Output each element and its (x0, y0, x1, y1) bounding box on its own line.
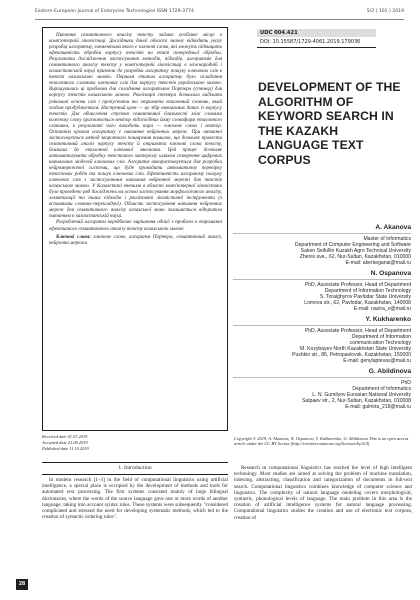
author-name: G. Abildinova (368, 368, 411, 376)
issue-number: 5/2 ( 101 ) 2019 (366, 9, 404, 14)
keywords-list: ключове слово, алгоритм Портера, семантичний аналіз, нейронна мережа (49, 233, 223, 246)
author-department: Department of Computer Engineering and Software (294, 241, 411, 248)
author-institution: M. Kozybayev North Kazakhstan State University (300, 346, 411, 352)
journal-name: Eastern-European Journal of Enterprise Technologies ISSN 1729-3774 (35, 9, 194, 14)
author-block (233, 316, 411, 364)
header-divider (35, 19, 404, 20)
author-divider (233, 233, 411, 234)
abstract-paragraph-2: Розроблений алгоритм передбачає вирішення однієї з проблем в отриманні ефективного семантичного аналізу тексту казахською мовою (49, 219, 222, 232)
article-dates (42, 434, 132, 452)
keywords-label: Ключові слова: (56, 233, 91, 240)
author-department: Department of Informatics (352, 385, 411, 392)
author-address: Zhenis ave., 62, Nur-Sultan, Kazakhstan, 010000 (299, 253, 411, 260)
author-address: Pushkin str., 86, Petropavlovsk, Kazakhstan, 150000 (292, 352, 411, 359)
doi-link[interactable]: DOI: 10.15587/1729-4061.2019.179036 (260, 39, 361, 45)
author-block (233, 270, 411, 312)
published-date: Published date 11.10.2019 (42, 446, 89, 451)
author-list (233, 224, 411, 414)
author-address: Satpaev str., 2, Nur-Sultan, Kazakhstan, 010008 (301, 398, 411, 405)
author-name: Y. Kukharenko (365, 316, 411, 324)
author-email[interactable]: E-mail: nazira_n@mail.ru (353, 306, 411, 313)
running-head (0, 9, 420, 19)
author-degree: PhD (401, 379, 411, 386)
author-divider (233, 279, 411, 280)
author-address: Lomova str., 62, Pavlodar, Kazakhstan, 140008 (304, 299, 411, 306)
author-degree: PhD, Associate Professor, Head of Department (304, 281, 411, 288)
author-institution: Saken Seifullin Kazakh Agro Technical University (300, 247, 411, 254)
author-divider (233, 377, 411, 378)
keywords (49, 234, 222, 246)
udc-code: UDC 004.421 (257, 29, 376, 37)
author-email[interactable]: E-mail: genylaptevas@mail.ru (343, 358, 411, 365)
author-department: Department of Information Technology (324, 287, 411, 294)
body-text-right: Research in computational linguistics has reached the level of high intelligent technology. Most studies are aimed at solving the problem of machine translation, indexing, abstracting, classification and categorization of documents in full-text search. Computational linguistics combines knowledge of computer science and linguistics. The complexity of natural language modeling covers morphological, syntactic, phonological levels of language. The main problem in this area is the creation of artificial intelligence systems for natural language processing. Computational linguistics studies the creation and use of electronic text corpora, creation of (234, 465, 412, 521)
author-email[interactable]: E-mail: gulmira_218@mail.ru (345, 404, 411, 411)
abstract (49, 32, 222, 232)
author-name: A. Akanova (375, 224, 411, 231)
section-divider-bottom (42, 474, 228, 475)
author-institution: L. N. Gumilyov Eurasian National University (312, 392, 411, 399)
author-email[interactable]: E-mail: akerkeganai@mail.ru (345, 259, 411, 266)
author-degree: Master of Informatics (363, 235, 411, 242)
article-title: DEVELOPMENT OF THE ALGORITHM OF KEYWORD SEARCH IN THE KAZAKH LANGUAGE TEXT CORPUS (258, 80, 401, 167)
abstract-paragraph: Питання семантичного аналізу тексту займає особливе місце в комп'ютерній лінгвістиці. Дослідники даної області значну відводять увагу розробці алгоритму, елементами якого є ключові слова, які можуть підвищити ефективність обробки корпусу текстів на етапі попередньої обробки. Результати дослідження застосування методів, підходів, алгоритмів для семантичного аналізу тексту у комп'ютерній лінгвістиці в міжнародній і казахстанській науці призвели до розробки алгоритму пошуку ключових слів в тексті казахською мовою. Першим етапом алгоритму було складання еталонного словника ключових слів для корпусу текстів українською мовою. Вирішувались ці проблеми для складання алгоритмом Портера (стемер) для корпусу текстів казахською мовою. Реалізація стемера дозволила виділити унікальні основи слів і пропустити та отримати еталонний словник, який згодом продублюється. Наступний крок — це збір навчальних даних із корпусу текстів. Для обчислення ступеня семантичної близькості між словами кожному слову присвоюється вектор підстоїдних йому словоформ еталонного словника, в результаті чого виходить пара — ключове слово і вектор. Останнім кроком алгоритму є навчання нейронних мереж. При навчанні застосовується метод зворотного поширення помилок, що дозволяє провести семантичний аналіз корпусу тексту й отримати ключові слова тексту, близьких до еталонної ключової множини. Цей процес дозволяє автоматизувати обробку текстового матеріалу шляхом створення цифрових навчальних моделей ключових слів. Алгоритм використовується для розробки нейромережевої системи, що буде проводити автоматичну перевірку текстових робіт та пошук ключових слів. Ефективність алгоритму пошуку ключових слів з застосуванням навчання нейронної мережі для текстів казахською мовою. У Казахстані вченими в області комп'ютерної лінгвістики було проведено ряд досліджень на основі застосування морфологічного аналізу, лематизації та інших підходів і реалізовані лінгвістичні інструменти (з вставними словник-перекладачі). Область застосування навчання нейронних мереж для семантичного аналізу казахської мови залишається відкритим питанням в казахстанській науці. (49, 32, 222, 220)
doi-divider (257, 47, 376, 48)
copyright-notice: Copyright © 2019, A. Akanova, N. Ospanova, Y. Kukharenko, G. Abildinova This is an open access article under the CC BY license (http://creativecommons.org/licenses/by/4.0) (234, 436, 409, 447)
author-department-cont: communication Technology (349, 339, 411, 346)
section-heading: 1. Introduction (118, 465, 152, 471)
author-block (233, 224, 411, 266)
author-institution: S. Toraighyrov Pavlodar State University (319, 293, 411, 300)
author-block (233, 368, 411, 410)
abstract-box (42, 27, 228, 431)
author-degree: PhD, Associate Professor, Head of Department (304, 327, 411, 334)
author-name: N. Ospanova (370, 270, 411, 278)
author-department: Department of Information (351, 333, 411, 340)
accepted-date: Accepted date 23.09.2019 (42, 440, 88, 445)
received-date: Received date 01.07.2019 (42, 434, 88, 439)
section-divider-top (42, 462, 228, 463)
page-number: 28 (16, 579, 28, 590)
author-divider (233, 325, 411, 326)
body-text-left: In modern research [1–3] in the field of computational linguistics using artificial intelligence, a special place is occupied by the development of methods and tools for automated text processing. The first systems consisted mainly of large bilingual dictionaries, where the words of the source language gave one or more words of another language, taking into account syntax rules. These systems were subsequently "considered complicated and stressed the need for developing systematic methods, which led to the creation of syntactic ordering rules". (42, 477, 228, 521)
